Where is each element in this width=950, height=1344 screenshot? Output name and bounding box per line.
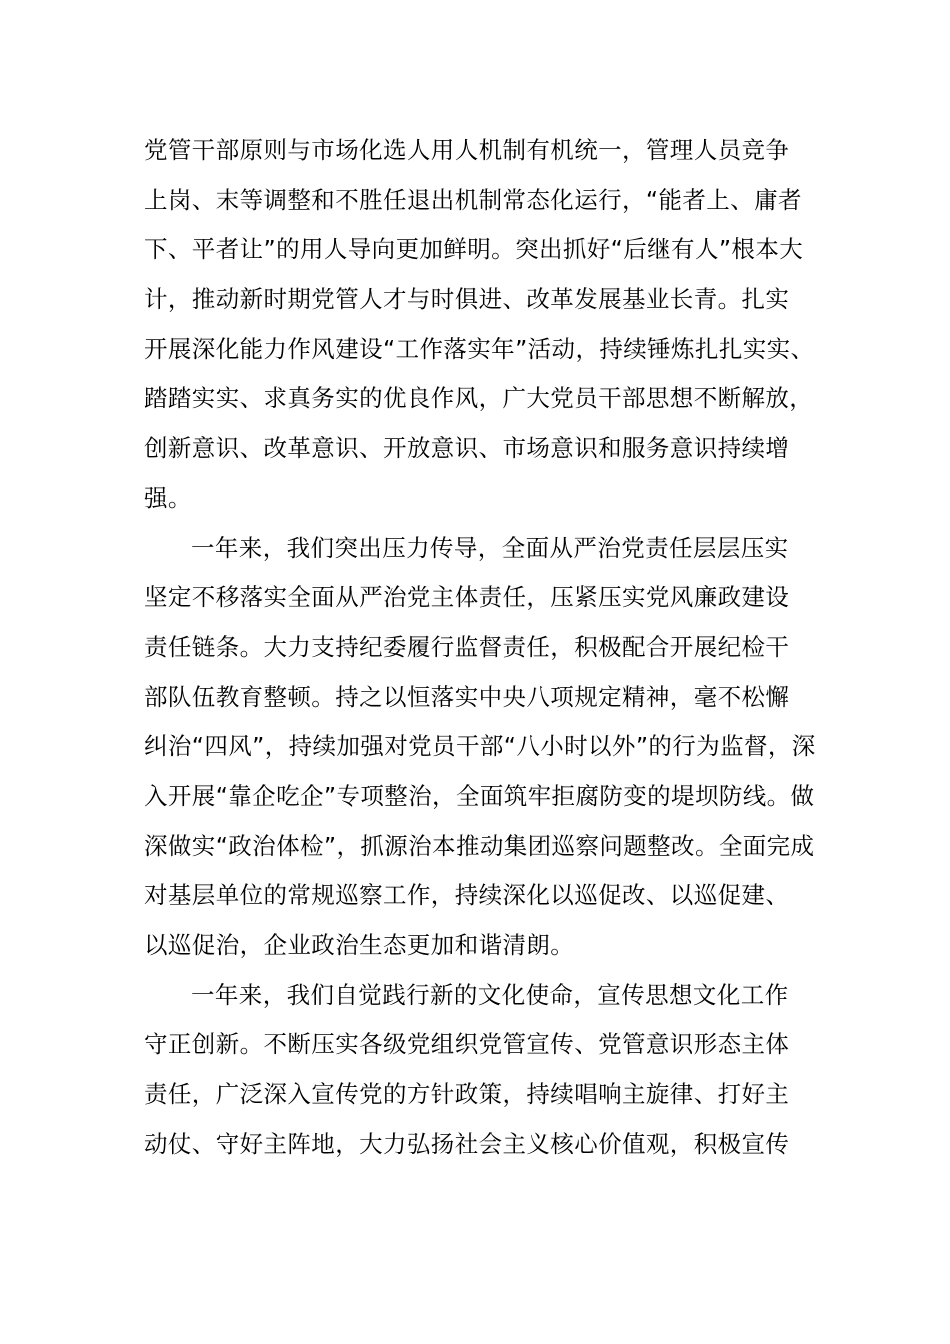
- paragraph-first-line: 一年来，我们自觉践行新的文化使命，宣传思想文化工作: [191, 980, 789, 1009]
- text-line: 动仗、守好主阵地，大力弘扬社会主义核心价值观，积极宣传: [144, 1129, 790, 1158]
- text-line: 入开展“靠企吃企”专项整治，全面筑牢拒腐防变的堤坝防线。做: [144, 781, 815, 810]
- text-line: 守正创新。不断压实各级党组织党管宣传、党管意识形态主体: [144, 1030, 790, 1059]
- text-line: 强。: [144, 483, 192, 512]
- text-line: 下、平者让”的用人导向更加鲜明。突出抓好“后继有人”根本大: [144, 235, 804, 264]
- text-line: 上岗、末等调整和不胜任退出机制常态化运行，“能者上、庸者: [144, 185, 802, 214]
- text-line: 责任链条。大力支持纪委履行监督责任，积极配合开展纪检干: [144, 632, 790, 661]
- text-line: 开展深化能力作风建设“工作落实年”活动，持续锤炼扎扎实实、: [144, 334, 815, 363]
- text-line: 坚定不移落实全面从严治党主体责任，压紧压实党风廉政建设: [144, 583, 790, 612]
- text-line: 部队伍教育整顿。持之以恒落实中央八项规定精神，毫不松懈: [144, 682, 790, 711]
- text-line: 责任，广泛深入宣传党的方针政策，持续唱响主旋律、打好主: [144, 1080, 790, 1109]
- text-line: 以巡促治，企业政治生态更加和谐清朗。: [144, 931, 575, 959]
- text-line: 对基层单位的常规巡察工作，持续深化以巡促改、以巡促建、: [144, 881, 790, 910]
- text-line: 计，推动新时期党管人才与时俱进、改革发展基业长青。扎实: [144, 285, 790, 314]
- text-line: 党管干部原则与市场化选人用人机制有机统一，管理人员竞争: [144, 136, 790, 164]
- paragraph-first-line: 一年来，我们突出压力传导，全面从严治党责任层层压实: [191, 533, 789, 562]
- text-line: 创新意识、改革意识、开放意识、市场意识和服务意识持续增: [144, 434, 790, 463]
- text-line: 纠治“四风”，持续加强对党员干部“八小时以外”的行为监督，深: [144, 732, 816, 761]
- text-line: 踏踏实实、求真务实的优良作风，广大党员干部思想不断解放，: [144, 384, 814, 413]
- text-line: 深做实“政治体检”，抓源治本推动集团巡察问题整改。全面完成: [144, 831, 815, 860]
- body-text: [144, 126, 834, 1169]
